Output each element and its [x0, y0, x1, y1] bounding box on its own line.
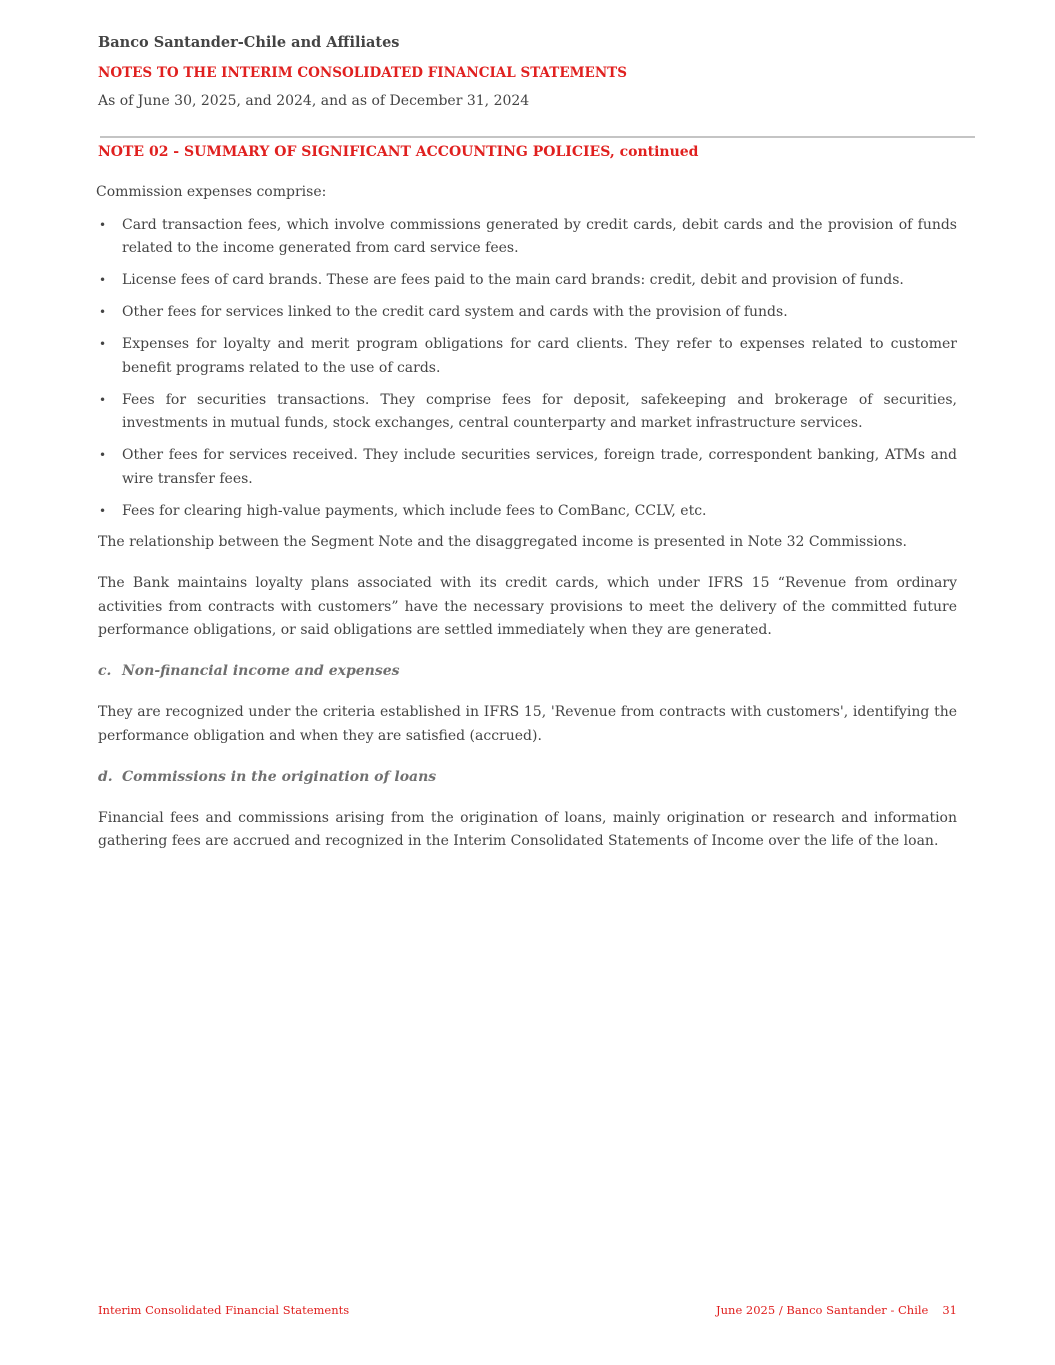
list-item-text: Fees for clearing high-value payments, which include fees to ComBanc, CCLV, etc. — [122, 502, 707, 519]
bullet-icon: • — [99, 392, 107, 407]
report-period: As of June 30, 2025, and 2024, and as of December 31, 2024 — [98, 93, 530, 109]
header-divider — [100, 136, 975, 138]
page-number: 31 — [942, 1303, 957, 1317]
section-c-title: Non-financial income and expenses — [122, 663, 400, 679]
list-item — [98, 444, 957, 491]
section-d-heading — [98, 766, 957, 790]
note-body — [98, 181, 957, 854]
section-c-heading — [98, 660, 957, 684]
section-d-letter: d. — [98, 768, 113, 785]
list-item-text: License fees of card brands. These are fees paid to the main card brands: credit, debit and provision of funds. — [122, 272, 904, 288]
commission-expenses-list — [98, 214, 957, 524]
bullet-icon: • — [99, 337, 107, 351]
list-item-text: Card transaction fees, which involve commissions generated by credit cards, debit cards and the provision of funds related to the income generated from card service fees. — [122, 216, 957, 256]
list-item — [98, 301, 957, 325]
list-item — [98, 389, 957, 436]
bullet-icon: • — [99, 217, 107, 232]
list-item — [98, 269, 957, 293]
bullet-icon: • — [99, 273, 107, 287]
loyalty-plans-paragraph: The Bank maintains loyalty plans associated with its credit cards, which under IFRS 15 “Revenue from ordinary activities from contracts with customers” have the necessary provisions to meet the delivery of the committed future performance obligations, or said obligations are settled immediately when they are generated. — [98, 575, 957, 638]
list-item — [98, 333, 957, 380]
bullet-icon: • — [99, 503, 107, 518]
list-item — [98, 214, 957, 261]
list-item-text: Fees for securities transactions. They comprise fees for deposit, safekeeping and brokerage of securities, investments in mutual funds, stock exchanges, central counterparty and market infrastructure services. — [122, 391, 957, 431]
report-title: NOTES TO THE INTERIM CONSOLIDATED FINANCIAL STATEMENTS — [98, 65, 627, 81]
list-item-text: Other fees for services linked to the credit card system and cards with the provision of funds. — [122, 304, 788, 320]
list-item-text: Expenses for loyalty and merit program obligations for card clients. They refer to expenses related to customer benefit programs related to the use of cards. — [122, 336, 957, 376]
bullet-icon: • — [99, 305, 107, 319]
section-c-letter: c. — [98, 663, 112, 679]
section-d-body: Financial fees and commissions arising from the origination of loans, mainly origination or research and information gathering fees are accrued and recognized in the Interim Consolidated Statements of Income over the life of the loan. — [98, 809, 957, 849]
note-heading: NOTE 02 - SUMMARY OF SIGNIFICANT ACCOUNTING POLICIES, continued — [98, 144, 699, 160]
footer-right — [716, 1303, 957, 1317]
list-item-text: Other fees for services received. They include securities services, foreign trade, correspondent banking, ATMs and wire transfer fees. — [122, 447, 957, 487]
list-item — [98, 500, 957, 524]
section-d-title: Commissions in the origination of loans — [122, 768, 437, 785]
company-name: Banco Santander-Chile and Affiliates — [98, 34, 400, 51]
section-c-body: They are recognized under the criteria established in IFRS 15, 'Revenue from contracts with customers', identifying the performance obligation and when they are satisfied (accrued). — [98, 704, 957, 744]
intro-text: Commission expenses comprise: — [96, 184, 327, 200]
footer-edition: June 2025 / Banco Santander - Chile — [716, 1303, 929, 1317]
segment-note-paragraph: The relationship between the Segment Note and the disaggregated income is presented in Note 32 Commissions. — [98, 534, 907, 550]
footer-document-title: Interim Consolidated Financial Statements — [98, 1303, 350, 1317]
bullet-icon: • — [99, 448, 107, 462]
